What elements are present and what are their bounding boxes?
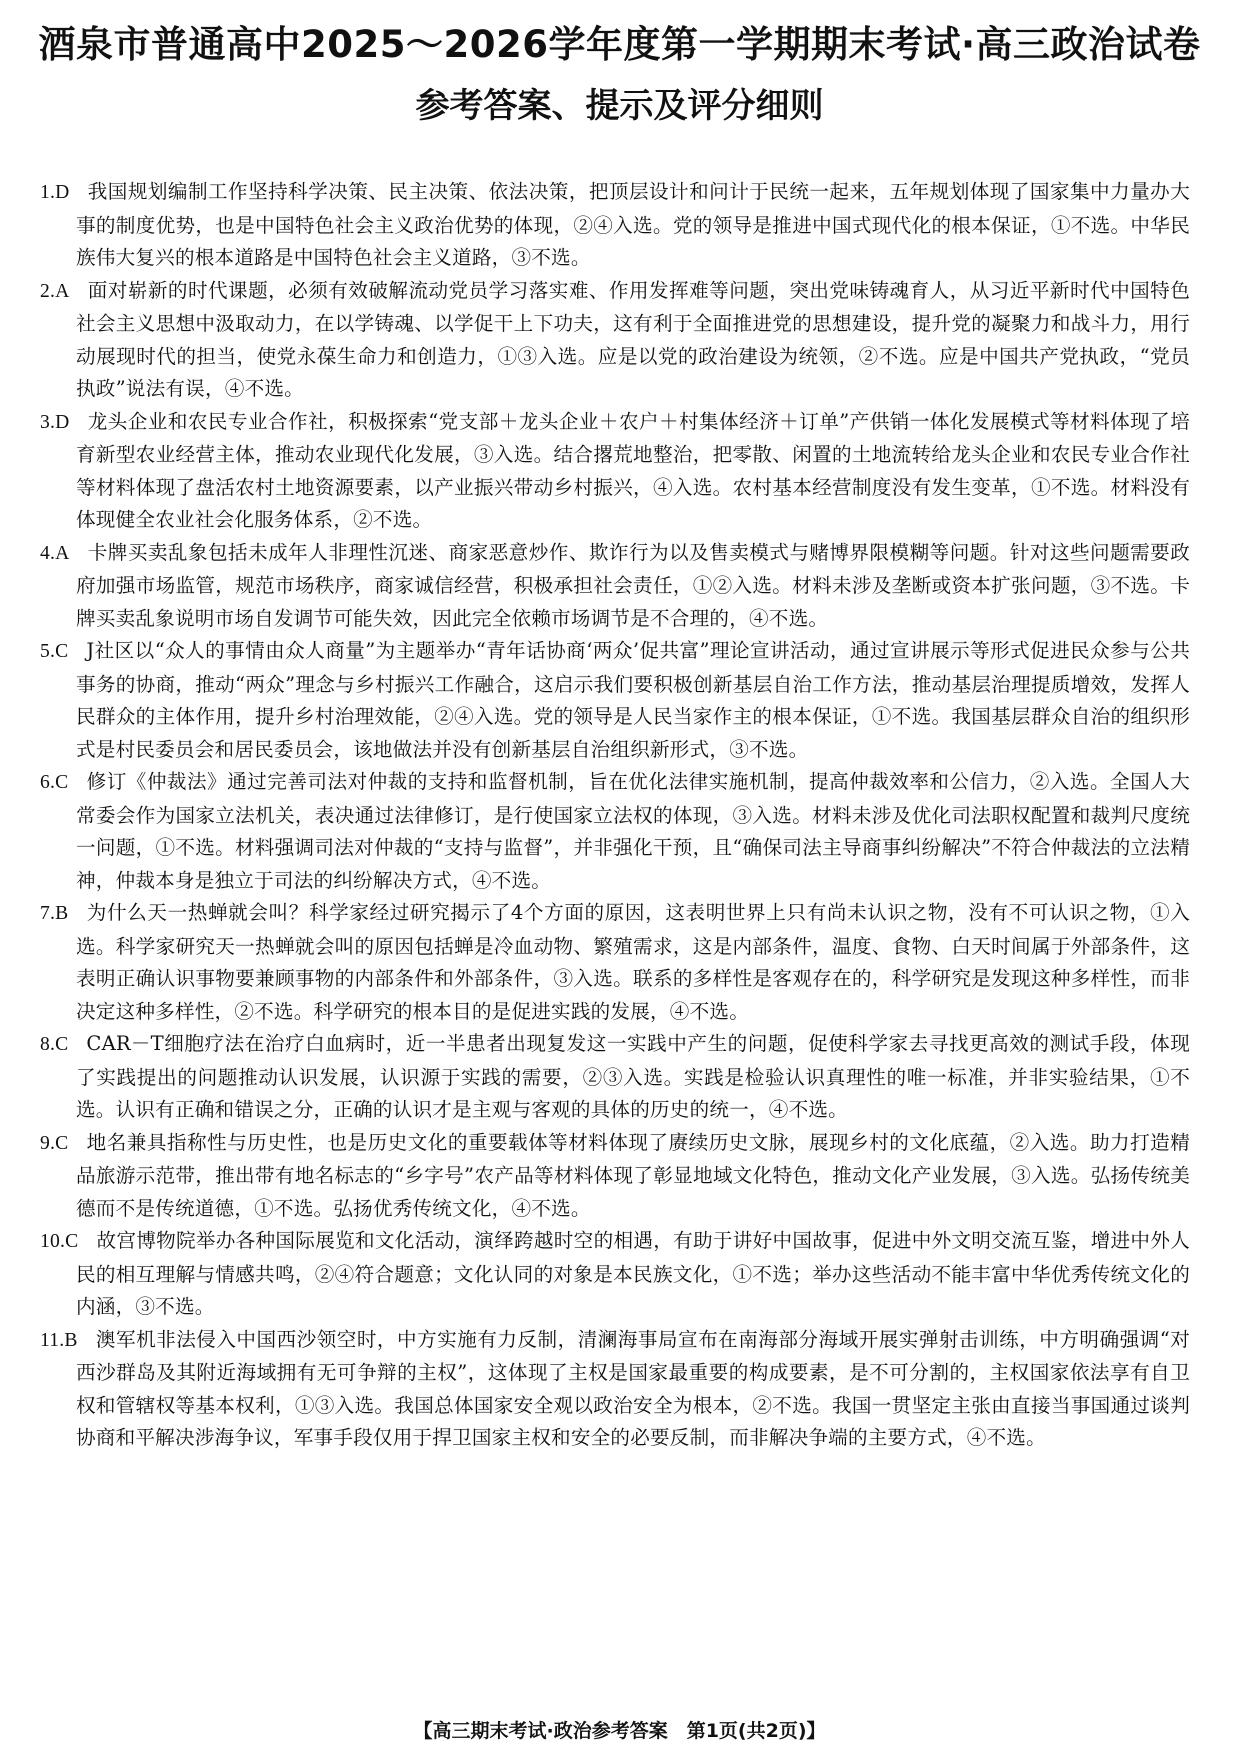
answer-explanation: 澳军机非法侵入中国西沙领空时，中方实施有力反制，清澜海事局宣布在南海部分海域开展实弹射击训练，中方明确强调“对西沙群岛及其附近海域拥有无可争辩的主权”，这体现了主权是国家最重要的构成要素，是不可分割的，主权国家依法享有自卫权和管辖权等基本权利，①③入选。我国总体国家安全观以政治安全为根本，②不选。我国一贯坚定主张由直接当事国通过谈判协商和平解决涉海争议，军事手段仅用于捍卫国家主权和安全的必要反制，而非解决争端的主要方式，④不选。 <box>76 1327 1190 1449</box>
answer-key: C <box>55 772 69 793</box>
answer-item-11 <box>40 1324 1190 1455</box>
answer-item-5 <box>40 635 1190 766</box>
answer-explanation: 我国规划编制工作坚持科学决策、民主决策、依法决策，把顶层设计和问计于民统一起来，五年规划体现了国家集中力量办大事的制度优势，也是中国特色社会主义政治优势的体现，②④入选。党的领导是推进中国式现代化的根本保证，①不选。中华民族伟大复兴的根本道路是中国特色社会主义道路，③不选。 <box>76 180 1190 269</box>
page-footer: 【高三期末考试·政治参考答案 第1页(共2页)】 <box>413 1720 826 1742</box>
answer-number: 2. <box>40 280 56 302</box>
answer-item-1 <box>40 176 1190 275</box>
answer-key: D <box>55 182 70 203</box>
answer-explanation: 卡牌买卖乱象包括未成年人非理性沉迷、商家恶意炒作、欺诈行为以及售卖模式与赌博界限模糊等问题。针对这些问题需要政府加强市场监管，规范市场秩序，商家诚信经营，积极承担社会责任，①②入选。材料未涉及垄断或资本扩张问题，③不选。卡牌买卖乱象说明市场自发调节可能失效，因此完全依赖市场调节是不合理的，④不选。 <box>76 540 1190 630</box>
answer-item-9 <box>40 1127 1190 1226</box>
answer-number: 11. <box>40 1329 65 1351</box>
answer-explanation: CAR－T细胞疗法在治疗白血病时，近一半患者出现复发这一实践中产生的问题，促使科学家去寻找更高效的测试手段，体现了实践提出的问题推动认识发展，认识源于实践的需要，②③入选。实践是检验认识真理性的唯一标准，并非实验结果，①不选。认识有正确和错误之分，正确的认识才是主观与客观的具体的历史的统一，④不选。 <box>76 1032 1190 1121</box>
answer-number: 7. <box>40 903 56 924</box>
answer-key: D <box>55 411 70 433</box>
answer-number: 4. <box>40 542 56 564</box>
answer-key: C <box>65 1231 79 1252</box>
answer-item-7 <box>40 897 1190 1028</box>
answer-key: C <box>55 1034 69 1055</box>
answer-explanation: 修订《仲裁法》通过完善司法对仲裁的支持和监督机制，旨在优化法律实施机制，提高仲裁效率和公信力，②入选。全国人大常委会作为国家立法机关，表决通过法律修订，是行使国家立法权的体现，③入选。材料未涉及优化司法职权配置和裁判尺度统一问题，①不选。材料强调司法对仲裁的“支持与监督”，并非强化干预，且“确保司法主导商事纠纷解决”不符合仲裁法的立法精神，仲裁本身是独立于司法的纠纷解决方式，④不选。 <box>76 770 1190 892</box>
answer-item-4 <box>40 537 1190 636</box>
answer-number: 1. <box>40 182 56 203</box>
answer-explanation: J社区以“众人的事情由众人商量”为主题举办“青年话协商‘两众’促共富”理论宣讲活动，通过宣讲展示等形式促进民众参与公共事务的协商，推动“两众”理念与乡村振兴工作融合，这启示我们要积极创新基层自治工作方法，推动基层治理提质增效，发挥人民群众的主体作用，提升乡村治理效能，②④入选。党的领导是人民当家作主的根本保证，①不选。我国基层群众自治的组织形式是村民委员会和居民委员会，该地做法并没有创新基层自治组织新形式，③不选。 <box>76 639 1190 761</box>
page-subtitle: 参考答案、提示及评分细则 <box>415 86 824 126</box>
answer-number: 9. <box>40 1132 56 1154</box>
answer-explanation: 龙头企业和农民专业合作社，积极探索“党支部＋龙头企业＋农户＋村集体经济＋订单”产供销一体化发展模式等材料体现了培育新型农业经营主体，推动农业现代化发展，③入选。结合撂荒地整治，把零散、闲置的土地流转给龙头企业和农民专业合作社等材料体现了盘活农村土地资源要素，以产业振兴带动乡村振兴，④入选。农村基本经营制度没有发生变革，①不选。材料没有体现健全农业社会化服务体系，②不选。 <box>76 409 1190 531</box>
answer-explanation: 为什么天一热蝉就会叫？科学家经过研究揭示了4个方面的原因，这表明世界上只有尚未认识之物，没有不可认识之物，①入选。科学家研究天一热蝉就会叫的原因包括蝉是冷血动物、繁殖需求，这是内部条件，温度、食物、白天时间属于外部条件，这表明正确认识事物要兼顾事物的内部条件和外部条件，③入选。联系的多样性是客观存在的，科学研究是发现这种多样性，而非决定这种多样性，②不选。科学研究的根本目的是促进实践的发展，④不选。 <box>76 901 1190 1023</box>
answer-key: A <box>55 280 70 302</box>
answer-number: 5. <box>40 641 56 662</box>
answer-key: A <box>55 542 70 564</box>
answer-explanation: 故宫博物院举办各种国际展览和文化活动，演绎跨越时空的相遇，有助于讲好中国故事，促进中外文明交流互鉴，增进中外人民的相互理解与情感共鸣，②④符合题意；文化认同的对象是本民族文化，①不选；举办这些活动不能丰富中华优秀传统文化的内涵，③不选。 <box>76 1229 1190 1318</box>
page-title: 酒泉市普通高中2025～2026学年度第一学期期末考试·高三政治试卷 <box>38 23 1201 66</box>
answer-key: B <box>55 903 69 924</box>
answer-key: C <box>55 1132 69 1154</box>
answer-explanation: 面对崭新的时代课题，必须有效破解流动党员学习落实难、作用发挥难等问题，突出党味铸魂育人，从习近平新时代中国特色社会主义思想中汲取动力，在以学铸魂、以学促干上下功夫，这有利于全面推进党的思想建设，提升党的凝聚力和战斗力，用行动展现时代的担当，使党永葆生命力和创造力，①③入选。应是以党的政治建设为统领，②不选。应是中国共产党执政，“党员执政”说法有误，④不选。 <box>76 278 1190 400</box>
answer-item-2 <box>40 275 1190 406</box>
answer-key: C <box>55 641 69 662</box>
answer-number: 8. <box>40 1034 56 1055</box>
answer-item-3 <box>40 406 1190 537</box>
answer-item-10 <box>40 1225 1190 1324</box>
answer-item-6 <box>40 766 1190 897</box>
answer-number: 3. <box>40 411 56 433</box>
answer-list <box>40 176 1190 1455</box>
answer-key: B <box>64 1329 78 1351</box>
answer-number: 10. <box>40 1231 66 1252</box>
answer-explanation: 地名兼具指称性与历史性，也是历史文化的重要载体等材料体现了赓续历史文脉，展现乡村的文化底蕴，②入选。助力打造精品旅游示范带，推出带有地名标志的“乡字号”农产品等材料体现了彰显地域文化特色，推动文化产业发展，③入选。弘扬传统美德而不是传统道德，①不选。弘扬优秀传统文化，④不选。 <box>76 1130 1190 1220</box>
answer-item-8 <box>40 1028 1190 1127</box>
answer-number: 6. <box>40 772 56 793</box>
